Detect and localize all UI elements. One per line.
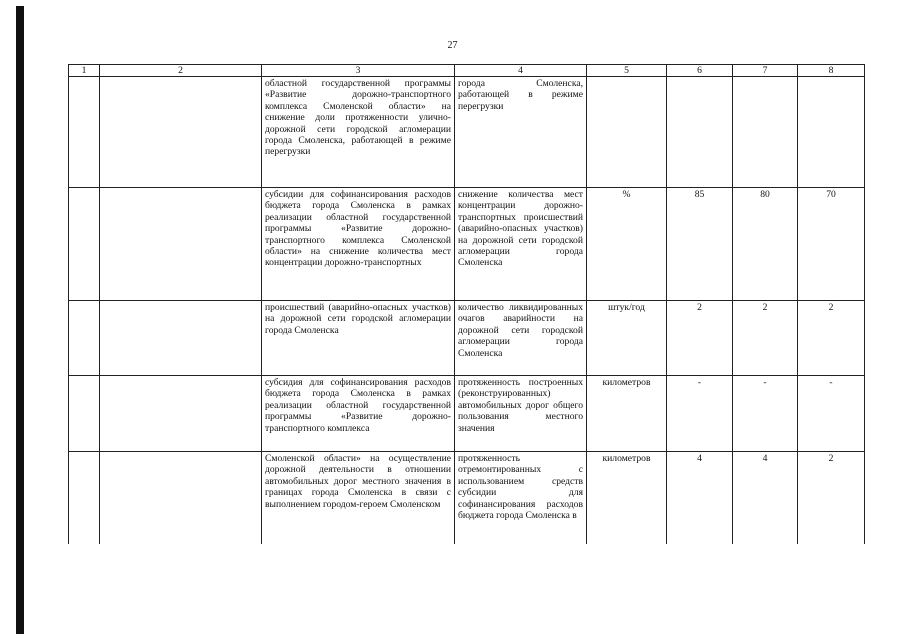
page-number: 27 bbox=[447, 40, 458, 51]
cell-measure: субсидия для софинансирования расходов бюджета города Смоленска в рамках реализации областной государственной программы «Развитие дорожно-транспортного комплекса bbox=[262, 376, 455, 452]
cell-indicator: протяженность отремонтированных с использованием средств субсидии для софинансирования расходов бюджета города Смоленска в bbox=[455, 452, 587, 545]
cell-value-year-2: 2 bbox=[733, 301, 798, 376]
cell-indicator: протяженность построенных (реконструированных) автомобильных дорог общего пользования местного значения bbox=[455, 376, 587, 452]
column-header-2: 2 bbox=[100, 65, 262, 77]
cell-value-year-3: 2 bbox=[798, 452, 865, 545]
cell-value-year-1: 2 bbox=[667, 301, 733, 376]
cell-number bbox=[69, 301, 100, 376]
cell-value-year-1: 4 bbox=[667, 452, 733, 545]
cell-indicator: количество ликвидированных очагов аварийности на дорожной сети городской агломерации города Смоленска bbox=[455, 301, 587, 376]
scan-edge-shadow bbox=[16, 6, 24, 634]
cell-program bbox=[100, 77, 262, 188]
table-row bbox=[69, 452, 865, 545]
cell-program bbox=[100, 188, 262, 301]
cell-value-year-2: 80 bbox=[733, 188, 798, 301]
column-header-6: 6 bbox=[667, 65, 733, 77]
column-header-8: 8 bbox=[798, 65, 865, 77]
cell-value-year-3 bbox=[798, 77, 865, 188]
cell-measure: происшествий (аварийно-опасных участков) на дорожной сети городской агломерации города Смоленска bbox=[262, 301, 455, 376]
cell-value-year-1: - bbox=[667, 376, 733, 452]
column-header-1: 1 bbox=[69, 65, 100, 77]
table-row bbox=[69, 77, 865, 188]
cell-measure: областной государственной программы «Развитие дорожно-транспортного комплекса Смоленской области» на снижение доли протяженности улично-дорожной сети городской агломерации города Смоленска, работающей в режиме перегрузки bbox=[262, 77, 455, 188]
table-row bbox=[69, 376, 865, 452]
column-header-7: 7 bbox=[733, 65, 798, 77]
cell-measure: субсидии для софинансирования расходов бюджета города Смоленска в рамках реализации областной государственной программы «Развитие дорожно-транспортного комплекса Смоленской области» на снижение количества мест концентрации дорожно-транспортных bbox=[262, 188, 455, 301]
table-row bbox=[69, 188, 865, 301]
cell-value-year-1: 85 bbox=[667, 188, 733, 301]
cell-unit: % bbox=[587, 188, 667, 301]
cell-indicator: снижение количества мест концентрации дорожно-транспортных происшествий (аварийно-опасных участков) на дорожной сети городской агломерации города Смоленска bbox=[455, 188, 587, 301]
cell-number bbox=[69, 376, 100, 452]
cell-program bbox=[100, 376, 262, 452]
cell-value-year-2 bbox=[733, 77, 798, 188]
cell-program bbox=[100, 452, 262, 545]
cell-value-year-3: - bbox=[798, 376, 865, 452]
cell-value-year-2: - bbox=[733, 376, 798, 452]
column-header-5: 5 bbox=[587, 65, 667, 77]
cell-program bbox=[100, 301, 262, 376]
cell-unit: километров bbox=[587, 452, 667, 545]
cell-value-year-3: 70 bbox=[798, 188, 865, 301]
header-row bbox=[69, 65, 865, 77]
cell-measure: Смоленской области» на осуществление дорожной деятельности в отношении автомобильных дорог местного значения в границах города Смоленска в связи с выполнением городом-героем Смоленском bbox=[262, 452, 455, 545]
cell-value-year-3: 2 bbox=[798, 301, 865, 376]
column-header-3: 3 bbox=[262, 65, 455, 77]
cell-value-year-2: 4 bbox=[733, 452, 798, 545]
table-row bbox=[69, 301, 865, 376]
cell-number bbox=[69, 452, 100, 545]
cell-unit: километров bbox=[587, 376, 667, 452]
column-header-4: 4 bbox=[455, 65, 587, 77]
indicators-table bbox=[68, 64, 865, 544]
cell-indicator: города Смоленска, работающей в режиме перегрузки bbox=[455, 77, 587, 188]
cell-number bbox=[69, 188, 100, 301]
cell-unit: штук/год bbox=[587, 301, 667, 376]
cell-number bbox=[69, 77, 100, 188]
cell-value-year-1 bbox=[667, 77, 733, 188]
cell-unit bbox=[587, 77, 667, 188]
